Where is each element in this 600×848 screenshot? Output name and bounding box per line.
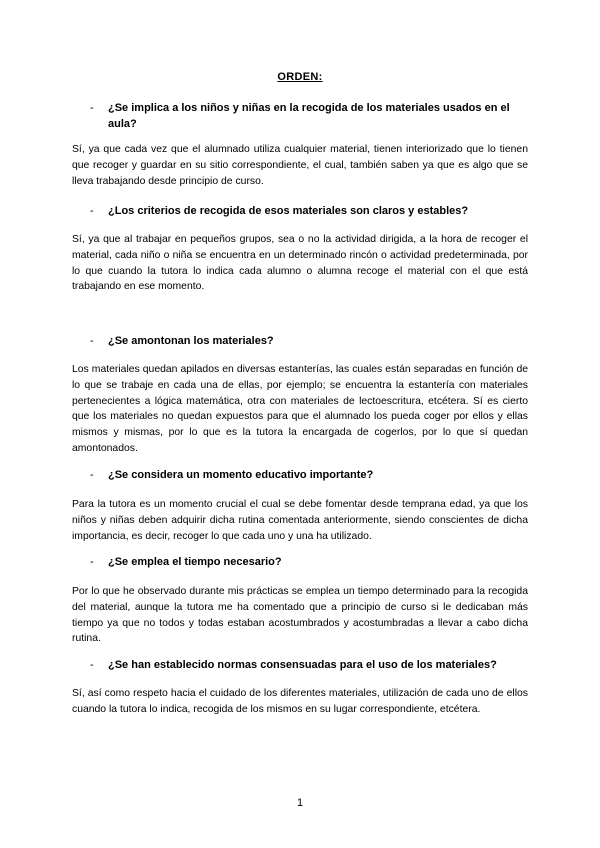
bullet-dash: - [90,469,94,481]
question-2-text: ¿Los criterios de recogida de esos materiales son claros y estables? [108,205,469,217]
bullet-dash: - [90,205,94,217]
question-2 [90,203,535,219]
bullet-dash: - [90,659,94,671]
answer-5: Por lo que he observado durante mis prácticas se emplea un tiempo determinado para la recogida del material, aunque la tutora me ha comentado que a principio de curso si le dedicaban más tiempo ya que no todos y todas estaban acostumbrados y acostumbradas a llevar a cabo dicha rutina. [72,586,528,645]
question-3 [90,333,535,349]
question-4-text: ¿Se considera un momento educativo importante? [108,469,374,481]
bullet-dash: - [90,102,94,114]
question-5 [90,554,535,570]
question-3-text: ¿Se amontonan los materiales? [108,335,274,347]
question-6-text: ¿Se han establecido normas consensuadas para el uso de los materiales? [108,659,497,671]
answer-1: Sí, ya que cada vez que el alumnado utiliza cualquier material, tienen interiorizado que lo tienen que recoger y guardar en su sitio correspondiente, el cual, también saben ya que es algo que se lleva trabajando desde principio de curso. [72,144,528,187]
answer-3: Los materiales quedan apilados en diversas estanterías, las cuales están separadas en función de lo que se trabaje en cada una de ellas, por ejemplo; se encuentra la estantería con materiales pertenecientes a lógica matemática, otra con materiales de lectoescritura, etcétera. Sí es cierto que los materiales no quedan expuestos para que el alumnado los pueda coger por ellos y ellas mismos y mismas, por lo que es la tutora la encargada de cogerlos, por lo que sí quedan amontonados. [72,364,528,454]
question-1-text: ¿Se implica a los niños y niñas en la recogida de los materiales usados en el aula? [108,102,510,130]
answer-2: Sí, ya que al trabajar en pequeños grupos, sea o no la actividad dirigida, a la hora de recoger el material, cada niño o niña se encuentra en un determinado rincón o actividad predeterminada, por lo que cuando la tutora lo indica cada alumno o alumna recoge el material con el que está trabajando en ese momento. [72,234,528,293]
bullet-dash: - [90,335,94,347]
bullet-dash: - [90,556,94,568]
page-number: 1 [296,797,304,809]
page-title: ORDEN: [277,71,323,83]
answer-6: Sí, así como respeto hacia el cuidado de los diferentes materiales, utilización de cada uno de ellos cuando la tutora lo indica, recogida de los mismos en su lugar correspondiente, etcétera. [72,688,528,715]
question-4 [90,467,535,483]
answer-4: Para la tutora es un momento crucial el cual se debe fomentar desde temprana edad, ya que los niños y niñas deben adquirir dicha rutina comentada anteriormente, siendo conscientes de dicha importancia, es decir, recoger lo que cada uno y una ha utilizado. [72,499,528,542]
question-6 [90,657,535,673]
question-5-text: ¿Se emplea el tiempo necesario? [108,556,282,568]
question-1 [90,100,535,132]
